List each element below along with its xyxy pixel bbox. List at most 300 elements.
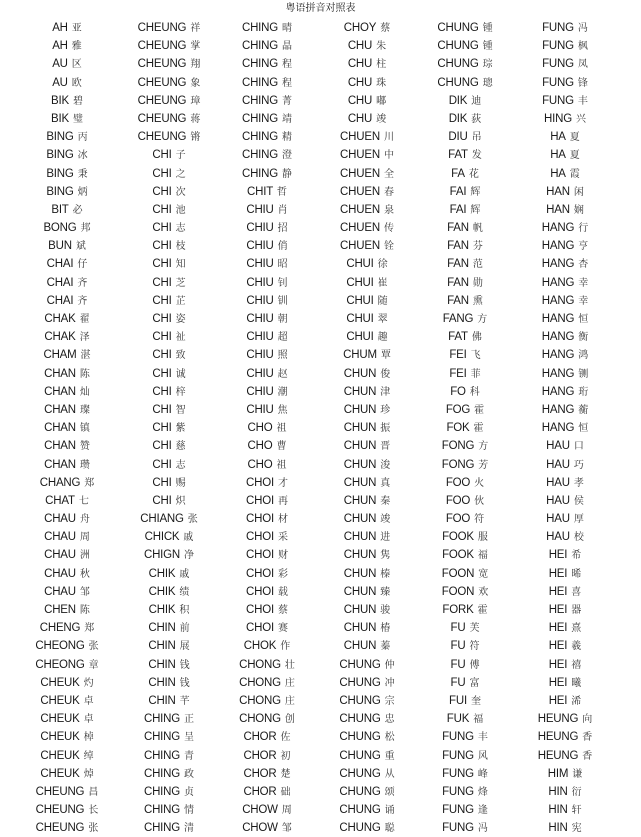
- hanzi-text: 赵: [277, 368, 288, 380]
- hanzi-text: 伙: [474, 495, 485, 507]
- pinyin-text: FAN: [447, 276, 469, 289]
- table-entry: [12, 636, 122, 654]
- table-entry: [114, 473, 224, 491]
- hanzi-text: 昭: [277, 259, 288, 271]
- table-entry: [312, 800, 422, 818]
- pinyin-text: CHING: [241, 112, 279, 125]
- pinyin-text: FUNG: [542, 58, 574, 71]
- table-entry: [114, 345, 224, 363]
- hanzi-text: 宪: [571, 823, 582, 835]
- pinyin-text: HANG: [541, 294, 575, 307]
- hanzi-text: 丰: [577, 95, 588, 107]
- hanzi-text: 湛: [80, 350, 91, 362]
- table-entry: [510, 818, 620, 836]
- pinyin-text: CHU: [347, 58, 373, 71]
- pinyin-text: CHUM: [343, 349, 377, 362]
- table-entry: [212, 473, 322, 491]
- table-entry: [410, 473, 520, 491]
- table-entry: [312, 655, 422, 673]
- pinyin-text: HA: [550, 149, 566, 162]
- table-entry: [410, 582, 520, 600]
- table-entry: [510, 36, 620, 54]
- hanzi-text: 俊: [380, 368, 391, 380]
- hanzi-text: 衍: [571, 786, 582, 798]
- table-entry: [410, 109, 520, 127]
- hanzi-text: 吊: [471, 132, 482, 144]
- pinyin-text: CHI: [152, 476, 172, 489]
- pinyin-text: FUNG: [442, 785, 474, 798]
- pinyin-text: CHAK: [44, 313, 76, 325]
- hanzi-text: 中: [383, 150, 394, 162]
- pinyin-text: CHIN: [148, 658, 176, 671]
- hanzi-text: 政: [184, 768, 195, 780]
- hanzi-text: 程: [282, 77, 293, 89]
- pinyin-text: CHUN: [343, 585, 377, 598]
- hanzi-text: 招: [277, 223, 288, 235]
- pinyin-text: FUNG: [542, 40, 574, 53]
- hanzi-text: 致: [175, 350, 186, 362]
- table-entry: [312, 727, 422, 745]
- table-entry: [12, 618, 122, 636]
- table-entry: [212, 709, 322, 727]
- pinyin-text: CHIGN: [143, 549, 181, 562]
- table-entry: [114, 564, 224, 582]
- table-entry: [510, 254, 620, 272]
- table-entry: [312, 91, 422, 109]
- hanzi-text: 戚: [179, 568, 190, 580]
- pinyin-text: FU: [450, 658, 466, 671]
- pinyin-text: CHUN: [343, 494, 377, 507]
- table-entry: [12, 164, 122, 182]
- hanzi-text: 炽: [175, 495, 186, 507]
- pinyin-text: CHAM: [43, 349, 77, 362]
- hanzi-text: 正: [184, 714, 195, 726]
- pinyin-text: CHEUK: [40, 694, 80, 707]
- hanzi-text: 逢: [477, 805, 488, 817]
- hanzi-text: 恒: [578, 314, 589, 325]
- hanzi-text: 勋: [472, 277, 483, 289]
- hanzi-text: 琮: [482, 59, 493, 71]
- hanzi-text: 宽: [478, 568, 489, 580]
- hanzi-text: 俏: [277, 241, 288, 253]
- pinyin-text: CHEUK: [40, 749, 80, 762]
- pinyin-text: BING: [46, 131, 74, 144]
- hanzi-text: 希: [571, 550, 582, 562]
- table-column: [410, 18, 520, 836]
- pinyin-text: HING: [544, 112, 572, 125]
- hanzi-text: 向: [582, 714, 593, 726]
- hanzi-text: 必: [72, 204, 83, 216]
- table-entry: [312, 345, 422, 363]
- hanzi-text: 晶: [282, 41, 293, 53]
- pinyin-text: FONG: [441, 458, 475, 471]
- hanzi-text: 浠: [571, 695, 582, 707]
- table-entry: [212, 582, 322, 600]
- hanzi-text: 火: [474, 477, 485, 489]
- pinyin-text: CHIU: [246, 240, 274, 253]
- pinyin-text: CHOI: [246, 604, 274, 616]
- pinyin-text: CHI: [152, 313, 172, 325]
- table-entry: [510, 54, 620, 72]
- table-entry: [114, 655, 224, 673]
- table-entry: [212, 327, 322, 345]
- hanzi-text: 池: [175, 204, 186, 216]
- hanzi-text: 智: [175, 404, 186, 416]
- hanzi-text: 楚: [280, 768, 291, 780]
- table-entry: [312, 436, 422, 454]
- pinyin-text: CHUN: [343, 604, 377, 616]
- pinyin-text: CHAN: [44, 422, 76, 435]
- pinyin-text: CHUI: [346, 331, 374, 344]
- pinyin-text: CHEONG: [35, 658, 85, 671]
- hanzi-text: 聪: [384, 823, 395, 835]
- table-entry: [410, 91, 520, 109]
- table-entry: [410, 382, 520, 400]
- table-entry: [12, 709, 122, 727]
- pinyin-text: CHEUK: [40, 767, 80, 780]
- pinyin-text: HAU: [546, 458, 570, 471]
- pinyin-text: CHAN: [44, 367, 76, 380]
- table-entry: [510, 309, 620, 327]
- pinyin-text: FONG: [441, 440, 475, 453]
- table-entry: [410, 418, 520, 436]
- table-entry: [410, 127, 520, 145]
- hanzi-text: 福: [473, 714, 484, 726]
- hanzi-text: 津: [380, 386, 391, 398]
- table-entry: [510, 509, 620, 527]
- table-entry: [312, 709, 422, 727]
- hanzi-text: 隽: [380, 550, 391, 562]
- hanzi-text: 瓒: [79, 459, 90, 471]
- pinyin-text: CHUNG: [339, 804, 381, 817]
- table-entry: [114, 236, 224, 254]
- table-entry: [312, 600, 422, 618]
- table-entry: [510, 182, 620, 200]
- pinyin-text: FOOK: [442, 549, 474, 562]
- pinyin-text: CHIN: [148, 676, 176, 689]
- table-entry: [510, 618, 620, 636]
- hanzi-text: 闲: [573, 186, 584, 198]
- pinyin-text: CHUNG: [339, 785, 381, 798]
- hanzi-text: 昌: [88, 786, 99, 798]
- table-entry: [12, 73, 122, 91]
- table-entry: [12, 746, 122, 764]
- pinyin-text: CHU: [347, 76, 373, 89]
- hanzi-text: 欢: [478, 586, 489, 598]
- pinyin-text: AU: [52, 76, 68, 89]
- pinyin-text: CHING: [241, 40, 279, 53]
- pinyin-text: HANG: [541, 367, 575, 380]
- hanzi-text: 行: [578, 223, 589, 235]
- pinyin-text: CHAI: [46, 276, 74, 289]
- table-entry: [212, 746, 322, 764]
- hanzi-text: 仲: [384, 659, 395, 671]
- table-entry: [410, 709, 520, 727]
- hanzi-text: 曦: [571, 677, 582, 689]
- hanzi-text: 秋: [79, 568, 90, 580]
- pinyin-text: FOOK: [442, 531, 474, 544]
- pinyin-text: CHIK: [148, 585, 176, 598]
- pinyin-text: CHEUNG: [137, 22, 187, 34]
- hanzi-text: 区: [71, 59, 82, 71]
- pinyin-text: HEI: [548, 694, 568, 707]
- table-entry: [212, 164, 322, 182]
- pinyin-text: CHI: [152, 294, 172, 307]
- table-column: [114, 18, 224, 836]
- hanzi-text: 祖: [276, 423, 287, 435]
- table-entry: [312, 218, 422, 236]
- hanzi-text: 鸿: [578, 350, 589, 362]
- table-entry: [212, 673, 322, 691]
- pinyin-text: FUNG: [542, 76, 574, 89]
- table-entry: [212, 309, 322, 327]
- hanzi-text: 花: [468, 168, 479, 180]
- pinyin-text: CHEUNG: [137, 131, 187, 144]
- pinyin-text: HA: [550, 131, 566, 144]
- table-entry: [510, 218, 620, 236]
- hanzi-text: 青: [184, 750, 195, 762]
- pinyin-text: CHI: [152, 149, 172, 162]
- hanzi-text: 荻: [471, 113, 482, 125]
- pinyin-text: CHUN: [343, 440, 377, 453]
- table-entry: [212, 436, 322, 454]
- table-entry: [12, 564, 122, 582]
- hanzi-text: 照: [277, 350, 288, 362]
- pinyin-text: FOK: [446, 422, 470, 435]
- hanzi-text: 霍: [477, 605, 488, 616]
- pinyin-text: CHING: [241, 131, 279, 144]
- hanzi-text: 蔡: [380, 23, 391, 34]
- hanzi-text: 口: [573, 441, 584, 453]
- table-entry: [510, 691, 620, 709]
- hanzi-text: 晴: [282, 23, 293, 34]
- table-entry: [114, 309, 224, 327]
- hanzi-text: 方: [478, 441, 489, 453]
- table-entry: [312, 818, 422, 836]
- hanzi-text: 璨: [79, 404, 90, 416]
- pinyin-text: FANG: [442, 313, 474, 325]
- pinyin-text: CHIU: [246, 313, 274, 325]
- hanzi-text: 肖: [277, 204, 288, 216]
- hanzi-text: 郑: [84, 477, 95, 489]
- hanzi-text: 冯: [577, 23, 588, 34]
- table-entry: [114, 673, 224, 691]
- pinyin-text: HIN: [548, 785, 568, 798]
- table-entry: [312, 782, 422, 800]
- table-entry: [510, 436, 620, 454]
- hanzi-text: 峰: [477, 768, 488, 780]
- table-entry: [114, 218, 224, 236]
- pinyin-text: AH: [52, 40, 68, 53]
- pinyin-text: FAT: [448, 149, 468, 162]
- pinyin-text: CHUNG: [339, 676, 381, 689]
- hanzi-text: 哲: [277, 186, 288, 198]
- table-entry: [510, 200, 620, 218]
- table-entry: [510, 364, 620, 382]
- hanzi-text: 夏: [569, 132, 580, 144]
- hanzi-text: 崔: [377, 277, 388, 289]
- table-entry: [114, 746, 224, 764]
- table-entry: [212, 782, 322, 800]
- hanzi-text: 张: [88, 641, 99, 653]
- table-entry: [212, 254, 322, 272]
- pinyin-text: FA: [451, 167, 465, 180]
- table-entry: [12, 764, 122, 782]
- table-entry: [12, 109, 122, 127]
- pinyin-text: CHIK: [148, 604, 176, 616]
- pinyin-text: HAU: [546, 440, 570, 453]
- table-entry: [510, 382, 620, 400]
- hanzi-text: 祥: [190, 23, 201, 34]
- table-entry: [12, 691, 122, 709]
- hanzi-text: 长: [88, 805, 99, 817]
- hanzi-text: 趣: [377, 332, 388, 344]
- hanzi-text: 紫: [175, 423, 186, 435]
- table-entry: [510, 127, 620, 145]
- hanzi-text: 熹: [571, 623, 582, 635]
- table-entry: [312, 691, 422, 709]
- pinyin-text: BONG: [43, 222, 77, 235]
- table-entry: [312, 18, 422, 36]
- table-entry: [312, 145, 422, 163]
- pinyin-text: CHI: [152, 403, 172, 416]
- table-entry: [510, 709, 620, 727]
- pinyin-text: CHUNG: [437, 76, 479, 89]
- hanzi-text: 锺: [482, 23, 493, 34]
- pinyin-text: CHAT: [45, 494, 75, 507]
- table-entry: [212, 455, 322, 473]
- table-entry: [212, 691, 322, 709]
- table-entry: [212, 18, 322, 36]
- pinyin-text: CHI: [152, 240, 172, 253]
- pinyin-text: FOON: [441, 567, 475, 580]
- hanzi-text: 斌: [75, 241, 86, 253]
- table-entry: [410, 327, 520, 345]
- pinyin-text: HANG: [541, 385, 575, 398]
- table-entry: [510, 527, 620, 545]
- table-entry: [114, 145, 224, 163]
- table-entry: [510, 636, 620, 654]
- pinyin-text: FUNG: [442, 822, 474, 835]
- table-entry: [510, 545, 620, 563]
- hanzi-text: 初: [280, 750, 291, 762]
- pinyin-text: CHOK: [243, 640, 277, 653]
- hanzi-text: 彩: [277, 568, 288, 580]
- hanzi-text: 采: [277, 532, 288, 544]
- hanzi-text: 芝: [175, 277, 186, 289]
- hanzi-text: 菲: [470, 368, 481, 380]
- pinyin-text: CHEUNG: [137, 40, 187, 53]
- hanzi-text: 佛: [471, 332, 482, 344]
- pinyin-text: CHI: [152, 367, 172, 380]
- hanzi-text: 卓: [83, 714, 94, 726]
- pinyin-text: DIU: [448, 131, 468, 144]
- hanzi-text: 亚: [71, 23, 82, 34]
- hanzi-text: 张: [187, 514, 198, 526]
- hanzi-text: 川: [383, 132, 394, 144]
- pinyin-text: BIK: [51, 94, 69, 107]
- pinyin-text: CHAN: [44, 385, 76, 398]
- hanzi-text: 情: [184, 805, 195, 817]
- hanzi-text: 丰: [477, 732, 488, 744]
- hanzi-text: 澄: [282, 150, 293, 162]
- table-entry: [410, 73, 520, 91]
- pinyin-text: CHING: [241, 58, 279, 71]
- pinyin-text: CHING: [143, 785, 181, 798]
- table-entry: [12, 582, 122, 600]
- pinyin-text: CHUNG: [339, 713, 381, 726]
- hanzi-text: 蔡: [277, 605, 288, 616]
- table-entry: [114, 545, 224, 563]
- pinyin-text: CHI: [152, 458, 172, 471]
- pinyin-text: CHI: [152, 276, 172, 289]
- pinyin-text: CHAI: [46, 294, 74, 307]
- table-entry: [410, 491, 520, 509]
- table-entry: [114, 691, 224, 709]
- hanzi-text: 芷: [175, 295, 186, 307]
- pinyin-text: HEI: [548, 585, 568, 598]
- hanzi-text: 谦: [572, 768, 583, 780]
- table-entry: [212, 145, 322, 163]
- hanzi-text: 竣: [376, 113, 387, 125]
- hanzi-text: 璧: [72, 113, 83, 125]
- pinyin-text: CHUEN: [340, 131, 380, 144]
- hanzi-text: 科: [469, 386, 480, 398]
- pinyin-text: HAN: [546, 185, 570, 198]
- hanzi-text: 次: [175, 186, 186, 198]
- table-entry: [12, 818, 122, 836]
- hanzi-text: 掌: [190, 41, 201, 53]
- table-entry: [510, 746, 620, 764]
- pinyin-text: CHUNG: [339, 658, 381, 671]
- hanzi-text: 精: [282, 132, 293, 144]
- table-entry: [114, 527, 224, 545]
- table-entry: [410, 455, 520, 473]
- hanzi-text: 迪: [471, 95, 482, 107]
- pinyin-text: CHAI: [46, 258, 74, 271]
- hanzi-text: 奎: [470, 695, 481, 707]
- hanzi-text: 孝: [573, 477, 584, 489]
- table-entry: [12, 473, 122, 491]
- pinyin-text: CHING: [241, 94, 279, 107]
- pinyin-text: CHING: [241, 167, 279, 180]
- table-entry: [12, 273, 122, 291]
- hanzi-text: 凤: [577, 59, 588, 71]
- pinyin-text: CHUN: [343, 403, 377, 416]
- pinyin-text: HEI: [548, 640, 568, 653]
- table-entry: [212, 764, 322, 782]
- table-entry: [114, 182, 224, 200]
- table-entry: [114, 600, 224, 618]
- pinyin-text: CHUEN: [340, 240, 380, 253]
- hanzi-text: 钏: [277, 295, 288, 307]
- hanzi-text: 方: [477, 314, 488, 325]
- pinyin-text: CHIU: [246, 276, 274, 289]
- hanzi-text: 灿: [79, 386, 90, 398]
- hanzi-text: 财: [277, 550, 288, 562]
- hanzi-text: 才: [277, 477, 288, 489]
- pinyin-text: CHIU: [246, 349, 274, 362]
- table-entry: [510, 600, 620, 618]
- table-entry: [12, 291, 122, 309]
- pinyin-text: FUNG: [442, 749, 474, 762]
- pinyin-text: HEI: [548, 549, 568, 562]
- pinyin-text: FAI: [449, 185, 467, 198]
- pinyin-text: HAU: [546, 494, 570, 507]
- pinyin-text: CHING: [143, 822, 181, 835]
- pinyin-text: CHOW: [242, 822, 278, 835]
- pinyin-text: CHEONG: [35, 640, 85, 653]
